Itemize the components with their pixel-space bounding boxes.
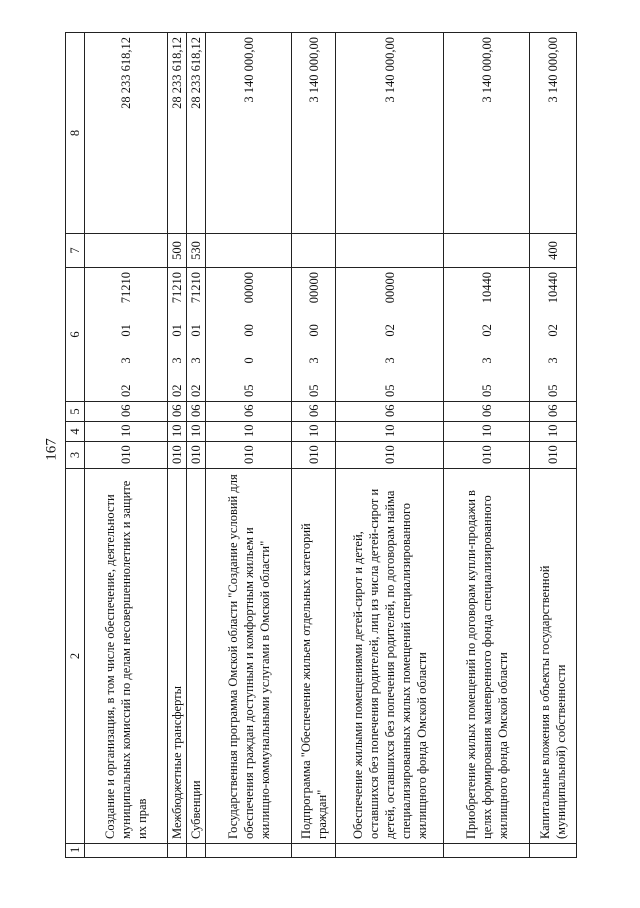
table-row (530, 33, 577, 858)
code-part: 00 (241, 324, 256, 337)
row-code-subsection: 06 (444, 402, 530, 422)
code-part: 00000 (241, 272, 256, 304)
header-col-3: 3 (66, 442, 85, 469)
table-row (206, 33, 292, 858)
code-part: 05 (382, 384, 397, 397)
code-part: 3 (119, 357, 133, 364)
row-name: Государственная программа Омской области "Создание условий для обеспечения граждан доступным и комфортным жильем и жилищно-коммунальными услугами в Омской области" (206, 469, 292, 844)
code-part: 00 (306, 324, 321, 337)
header-col-4: 4 (66, 422, 85, 442)
code-part: 10440 (479, 272, 494, 304)
row-name: Приобретение жилых помещений по договорам купли-продажи в целях формирования маневренного фонда специализированного жилищного фонда Омской области (444, 469, 530, 844)
row-code-admin: 010 (444, 442, 530, 469)
row-code-target (187, 268, 206, 402)
row-code-admin: 010 (187, 442, 206, 469)
row-number-cell (187, 844, 206, 858)
code-part: 01 (170, 324, 184, 337)
row-code-subsection: 06 (336, 402, 444, 422)
row-code-section: 10 (292, 422, 336, 442)
row-code-target (168, 268, 187, 402)
row-code-expense-type: 530 (187, 234, 206, 268)
row-number-cell (168, 844, 187, 858)
row-number-cell (336, 844, 444, 858)
row-amount: 3 140 000,00 (444, 33, 530, 234)
code-part: 02 (119, 384, 133, 397)
code-part: 3 (479, 357, 494, 364)
row-code-admin: 010 (206, 442, 292, 469)
row-code-target (444, 268, 530, 402)
code-part: 00000 (382, 272, 397, 304)
row-number-cell (206, 844, 292, 858)
row-code-expense-type (85, 234, 168, 268)
code-part: 05 (546, 384, 560, 397)
page-number: 167 (43, 438, 60, 461)
row-code-section: 10 (336, 422, 444, 442)
code-part: 10440 (546, 272, 560, 304)
table-row (168, 33, 187, 858)
row-code-target (206, 268, 292, 402)
row-code-expense-type (444, 234, 530, 268)
code-part: 05 (479, 384, 494, 397)
row-code-subsection: 06 (292, 402, 336, 422)
code-part: 01 (189, 324, 203, 337)
row-code-section: 10 (187, 422, 206, 442)
row-code-expense-type (336, 234, 444, 268)
row-amount: 28 233 618,12 (85, 33, 168, 234)
header-col-7: 7 (66, 234, 85, 268)
row-name: Межбюджетные трансферты (168, 469, 187, 844)
row-name: Создание и организация, в том числе обеспечение, деятельности муниципальных комиссий по делам несовершеннолетних и защите их прав (85, 469, 168, 844)
row-code-subsection: 06 (168, 402, 187, 422)
row-code-subsection: 06 (187, 402, 206, 422)
row-amount: 28 233 618,12 (168, 33, 187, 234)
row-number-cell (530, 844, 577, 858)
code-part: 02 (479, 324, 494, 337)
row-code-subsection: 06 (206, 402, 292, 422)
code-part: 3 (382, 357, 397, 364)
code-part: 3 (546, 357, 560, 364)
row-code-admin: 010 (292, 442, 336, 469)
row-code-admin: 010 (530, 442, 577, 469)
row-code-admin: 010 (336, 442, 444, 469)
row-code-section: 10 (206, 422, 292, 442)
row-code-expense-type (292, 234, 336, 268)
code-part: 05 (306, 384, 321, 397)
row-amount: 3 140 000,00 (530, 33, 577, 234)
row-amount: 3 140 000,00 (206, 33, 292, 234)
code-part: 05 (241, 384, 256, 397)
code-part: 02 (189, 384, 203, 397)
row-number-cell (292, 844, 336, 858)
row-code-section: 10 (444, 422, 530, 442)
row-code-expense-type (206, 234, 292, 268)
code-part: 3 (306, 357, 321, 364)
table-row (187, 33, 206, 858)
row-number-cell (444, 844, 530, 858)
header-col-2: 2 (66, 469, 85, 844)
header-col-1: 1 (66, 844, 85, 858)
table-row (336, 33, 444, 858)
code-part: 00000 (306, 272, 321, 304)
header-col-6: 6 (66, 268, 85, 402)
header-col-8: 8 (66, 33, 85, 234)
row-code-section: 10 (530, 422, 577, 442)
code-part: 02 (382, 324, 397, 337)
row-name: Подпрограмма "Обеспечение жильем отдельных категорий граждан" (292, 469, 336, 844)
row-name: Субвенции (187, 469, 206, 844)
code-part: 01 (119, 324, 133, 337)
code-part: 71210 (119, 272, 133, 304)
table-row (292, 33, 336, 858)
code-part: 02 (170, 384, 184, 397)
budget-table (65, 32, 577, 858)
row-name: Капитальные вложения в объекты государственной (муниципальной) собственности (530, 469, 577, 844)
row-code-section: 10 (168, 422, 187, 442)
code-part: 71210 (189, 272, 203, 304)
table-row (444, 33, 530, 858)
header-row (66, 33, 85, 858)
row-code-target (530, 268, 577, 402)
row-code-target (292, 268, 336, 402)
row-code-expense-type: 400 (530, 234, 577, 268)
code-part: 3 (170, 357, 184, 364)
row-code-target (85, 268, 168, 402)
row-number-cell (85, 844, 168, 858)
code-part: 0 (241, 357, 256, 364)
header-col-5: 5 (66, 402, 85, 422)
row-code-subsection: 06 (85, 402, 168, 422)
table-row (85, 33, 168, 858)
row-code-target (336, 268, 444, 402)
row-code-admin: 010 (85, 442, 168, 469)
row-amount: 3 140 000,00 (292, 33, 336, 234)
code-part: 3 (189, 357, 203, 364)
row-code-subsection: 06 (530, 402, 577, 422)
row-name: Обеспечение жилыми помещениями детей-сирот и детей, оставшихся без попечения родителей, лиц из числа детей-сирот и детей, оставшихся без попечения родителей, по договорам найма специализированных жилых помещений специализированного жилищного фонда Омской области (336, 469, 444, 844)
budget-table-container (65, 33, 608, 858)
row-code-expense-type: 500 (168, 234, 187, 268)
row-amount: 3 140 000,00 (336, 33, 444, 234)
row-code-admin: 010 (168, 442, 187, 469)
row-code-section: 10 (85, 422, 168, 442)
row-amount: 28 233 618,12 (187, 33, 206, 234)
code-part: 71210 (170, 272, 184, 304)
code-part: 02 (546, 324, 560, 337)
